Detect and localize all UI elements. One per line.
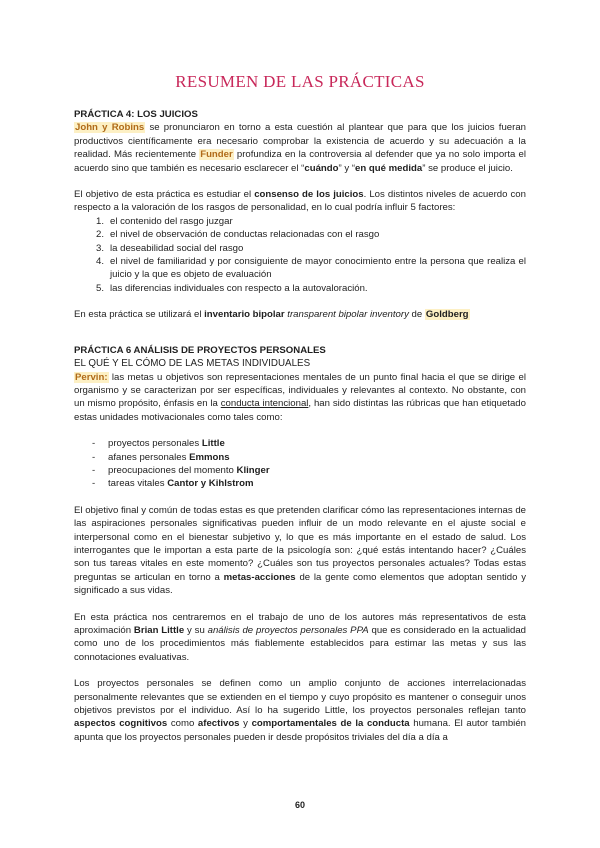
section-heading-practica-4: PRÁCTICA 4: LOS JUICIOS xyxy=(74,109,198,120)
paragraph-objetivo-p4: El objetivo de esta práctica es estudiar el consenso de los juicios. Los distintos niveles de acuerdo con respecto a la valoración de los rasgos de personalidad, en lo cual podría influir 5 factores: xyxy=(74,189,526,214)
list-item: - tareas vitales Cantor y Kihlstrom xyxy=(92,478,254,490)
paragraph-proyectos-definicion: Los proyectos personales se definen como un amplio conjunto de acciones interrelacionadas personalmente relevantes que se extienden en el tiempo y cuyo propósito es mantener o conseguir unos objetivos previstos por el individuo. Así lo ha sugerido Little, los proyectos personales reflejan tanto aspectos cognitivos como afectivos y comportamentales de la conducta humana. El autor también apunta que los proyectos personales pueden ir desde propósitos triviales del día a día a xyxy=(74,678,526,743)
list-item: 5. las diferencias individuales con respecto a la autovaloración. xyxy=(96,282,368,294)
paragraph-brian-little: En esta práctica nos centraremos en el trabajo de uno de los autores más representativos de esta aproximación Brian Little y su análisis de proyectos personales PPA que es considerado en la actualidad como uno de los procedimientos más fiablemente establecidos para estimar las metas y sus las connotaciones evaluativas. xyxy=(74,611,526,663)
highlight-goldberg: Goldberg xyxy=(425,309,469,321)
list-item: 3. la deseabilidad social del rasgo xyxy=(96,242,244,254)
section-subheading: EL QUÉ Y EL CÓMO DE LAS METAS INDIVIDUALES xyxy=(74,358,311,370)
factors-list xyxy=(74,215,526,295)
paragraph-objetivo-final: El objetivo final y común de todas estas es que pretenden clarificar cómo las representaciones internas de las aspiraciones personales significativas pueden influir de un modo relevante en el ajuste social e interpersonal como en el bienestar subjetivo y, lo que es más importante en el estado de salud. Los interrogantes que le importan a esta parte de la psicología son: ¿qué estás intentando hacer? ¿Cuáles son tus tareas vitales en este momento? ¿Cuáles son tus proyectos personales actuales? Todas estas preguntas se articulan en torno a metas-acciones de la gente como elementos que adoptan sentido y significado a sus vidas. xyxy=(74,504,527,597)
paragraph-juicios-intro: John y Robins se pronunciaron en torno a esta cuestión al plantear que para que los juicios fueran productivos científicamente era necesario comprobar la existencia de acuerdo y su adecuación a la realidad. Más recientemente Funder profundiza en la controversia al defender que ya no solo importa el acuerdo sino que también es necesario esclarecer el “cuándo” y “en qué medida” se produce el juicio. xyxy=(74,122,527,174)
page-title: RESUMEN DE LAS PRÁCTICAS xyxy=(175,72,425,91)
list-item: - preocupaciones del momento Klinger xyxy=(92,464,270,476)
highlight-pervin: Pervin: xyxy=(75,371,108,383)
list-item: 2. el nivel de observación de conductas relacionadas con el rasgo xyxy=(96,229,380,241)
page-number: 60 xyxy=(294,800,305,810)
highlight-john-robins: John y Robins xyxy=(75,122,145,134)
motivational-units-list xyxy=(74,437,526,491)
list-item: - proyectos personales Little xyxy=(92,438,225,450)
list-item: 1. el contenido del rasgo juzgar xyxy=(96,215,233,227)
list-item: - afanes personales Emmons xyxy=(92,451,230,463)
list-item: 4. el nivel de familiaridad y por consiguiente de mayor conocimiento entre la persona que realiza el juicio y la que es objeto de evaluación xyxy=(96,256,526,281)
section-heading-practica-6: PRÁCTICA 6 ANÁLISIS DE PROYECTOS PERSONALES xyxy=(74,344,326,356)
page-content xyxy=(74,108,526,744)
paragraph-pervin: Pervin: las metas u objetivos son representaciones mentales de un punto final hacia el que se dirige el organismo y se caracterizan por ser específicas, individuales y relevantes al contexto. No obstante, con un mismo propósito, énfasis en la conducta intencional, han sido distintas las rúbricas que han etiquetado estas unidades motivacionales como tales como: xyxy=(74,371,526,423)
paragraph-inventario: En esta práctica se utilizará el inventario bipolar transparent bipolar inventory de Goldberg xyxy=(74,309,469,321)
highlight-funder: Funder xyxy=(200,149,233,161)
